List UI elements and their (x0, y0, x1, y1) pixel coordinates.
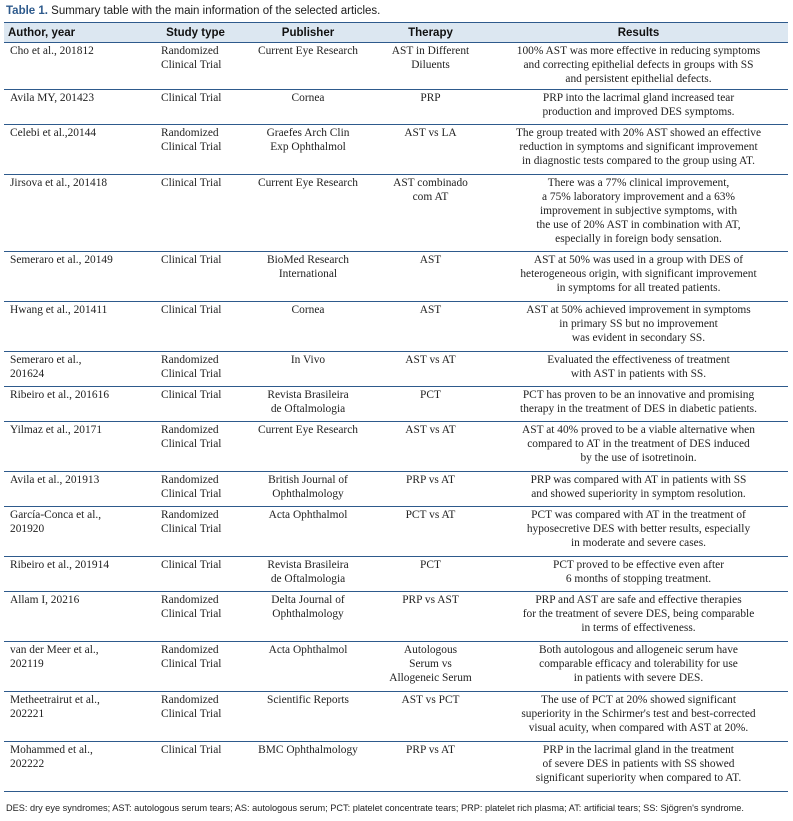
cell-study-type: Clinical Trial (147, 174, 244, 251)
cell-author: Allam I, 20216 (4, 591, 147, 641)
cell-study-type: Clinical Trial (147, 741, 244, 791)
cell-results: PRP in the lacrimal gland in the treatment of severe DES in patients with SS showed significant superiority when compared to AT. (489, 741, 788, 791)
cell-author: Cho et al., 201812 (4, 43, 147, 90)
table-row (4, 556, 788, 591)
summary-table (4, 22, 788, 792)
cell-study-type: Randomized Clinical Trial (147, 124, 244, 174)
cell-results: PRP into the lacrimal gland increased tear production and improved DES symptoms. (489, 89, 788, 124)
cell-author: Hwang et al., 201411 (4, 301, 147, 351)
cell-results: Both autologous and allogeneic serum have comparable efficacy and tolerability for use in patients with severe DES. (489, 641, 788, 691)
table-row (4, 691, 788, 741)
caption-label: Table 1. (6, 5, 48, 17)
cell-author: Semeraro et al., 20149 (4, 251, 147, 301)
table-header-row (4, 23, 788, 43)
cell-author: Celebi et al.,20144 (4, 124, 147, 174)
cell-therapy: AST (372, 301, 489, 351)
table-row (4, 301, 788, 351)
table-row (4, 386, 788, 421)
cell-publisher: BioMed Research International (244, 251, 372, 301)
cell-author: Ribeiro et al., 201616 (4, 386, 147, 421)
header-therapy: Therapy (372, 23, 489, 43)
table-body (4, 43, 788, 792)
table-row (4, 124, 788, 174)
cell-results: PCT has proven to be an innovative and promising therapy in the treatment of DES in diabetic patients. (489, 386, 788, 421)
cell-publisher: Cornea (244, 301, 372, 351)
header-author: Author, year (4, 23, 147, 43)
cell-publisher: Revista Brasileira de Oftalmologia (244, 386, 372, 421)
cell-publisher: Acta Ophthalmol (244, 641, 372, 691)
header-results: Results (489, 23, 788, 43)
cell-study-type: Randomized Clinical Trial (147, 43, 244, 90)
cell-publisher: Current Eye Research (244, 43, 372, 90)
header-study-type: Study type (147, 23, 244, 43)
table-row (4, 174, 788, 251)
cell-author: Mohammed et al., 202222 (4, 741, 147, 791)
cell-therapy: AST in Different Diluents (372, 43, 489, 90)
table-row (4, 741, 788, 791)
table-row (4, 591, 788, 641)
table-row (4, 641, 788, 691)
cell-author: Avila MY, 201423 (4, 89, 147, 124)
cell-publisher: BMC Ophthalmology (244, 741, 372, 791)
cell-study-type: Randomized Clinical Trial (147, 421, 244, 471)
cell-author: Semeraro et al., 201624 (4, 351, 147, 386)
cell-author: García-Conca et al., 201920 (4, 506, 147, 556)
table-row (4, 471, 788, 506)
cell-publisher: Current Eye Research (244, 174, 372, 251)
cell-results: PRP and AST are safe and effective therapies for the treatment of severe DES, being comparable in terms of effectiveness. (489, 591, 788, 641)
cell-therapy: PCT (372, 556, 489, 591)
cell-study-type: Randomized Clinical Trial (147, 641, 244, 691)
cell-results: PRP was compared with AT in patients with SS and showed superiority in symptom resolution. (489, 471, 788, 506)
cell-study-type: Randomized Clinical Trial (147, 471, 244, 506)
cell-study-type: Randomized Clinical Trial (147, 506, 244, 556)
cell-therapy: AST (372, 251, 489, 301)
cell-therapy: PRP vs AT (372, 471, 489, 506)
cell-publisher: Delta Journal of Ophthalmology (244, 591, 372, 641)
cell-results: Evaluated the effectiveness of treatment with AST in patients with SS. (489, 351, 788, 386)
cell-publisher: Acta Ophthalmol (244, 506, 372, 556)
cell-results: AST at 50% achieved improvement in symptoms in primary SS but no improvement was evident in secondary SS. (489, 301, 788, 351)
cell-results: There was a 77% clinical improvement, a 75% laboratory improvement and a 63% improvement in subjective symptoms, with the use of 20% AST in combination with AT, especially in foreign body sensation. (489, 174, 788, 251)
table-row (4, 251, 788, 301)
cell-therapy: AST vs AT (372, 351, 489, 386)
caption-text: Summary table with the main information of the selected articles. (47, 5, 381, 17)
cell-therapy: AST vs PCT (372, 691, 489, 741)
cell-therapy: Autologous Serum vs Allogeneic Serum (372, 641, 489, 691)
cell-results: The use of PCT at 20% showed significant superiority in the Schirmer's test and best-corrected visual acuity, when compared with AST at 20%. (489, 691, 788, 741)
cell-study-type: Clinical Trial (147, 556, 244, 591)
cell-therapy: AST combinado com AT (372, 174, 489, 251)
cell-author: Ribeiro et al., 201914 (4, 556, 147, 591)
header-publisher: Publisher (244, 23, 372, 43)
cell-author: van der Meer et al., 202119 (4, 641, 147, 691)
cell-study-type: Clinical Trial (147, 89, 244, 124)
cell-therapy: AST vs LA (372, 124, 489, 174)
cell-study-type: Randomized Clinical Trial (147, 591, 244, 641)
cell-study-type: Clinical Trial (147, 301, 244, 351)
cell-author: Metheetrairut et al., 202221 (4, 691, 147, 741)
cell-therapy: PCT (372, 386, 489, 421)
cell-therapy: PRP vs AT (372, 741, 489, 791)
cell-author: Jirsova et al., 201418 (4, 174, 147, 251)
cell-publisher: Graefes Arch Clin Exp Ophthalmol (244, 124, 372, 174)
cell-study-type: Clinical Trial (147, 251, 244, 301)
table-row (4, 89, 788, 124)
cell-results: PCT proved to be effective even after 6 months of stopping treatment. (489, 556, 788, 591)
table-caption (6, 5, 380, 17)
cell-therapy: PCT vs AT (372, 506, 489, 556)
cell-results: AST at 50% was used in a group with DES of heterogeneous origin, with significant improvement in symptoms for all treated patients. (489, 251, 788, 301)
cell-author: Yilmaz et al., 20171 (4, 421, 147, 471)
cell-results: AST at 40% proved to be a viable alternative when compared to AT in the treatment of DES induced by the use of isotretinoin. (489, 421, 788, 471)
cell-study-type: Randomized Clinical Trial (147, 691, 244, 741)
cell-results: The group treated with 20% AST showed an effective reduction in symptoms and significant improvement in diagnostic tests compared to the group using AT. (489, 124, 788, 174)
cell-publisher: Revista Brasileira de Oftalmologia (244, 556, 372, 591)
cell-therapy: AST vs AT (372, 421, 489, 471)
cell-therapy: PRP vs AST (372, 591, 489, 641)
cell-publisher: In Vivo (244, 351, 372, 386)
cell-results: PCT was compared with AT in the treatment of hyposecretive DES with better results, especially in moderate and severe cases. (489, 506, 788, 556)
table-row (4, 421, 788, 471)
cell-results: 100% AST was more effective in reducing symptoms and correcting epithelial defects in groups with SS and persistent epithelial defects. (489, 43, 788, 90)
table-footnote: DES: dry eye syndromes; AST: autologous serum tears; AS: autologous serum; PCT: platelet concentrate tears; PRP: platelet rich plasma; AT: artificial tears; SS: Sjögren's syndrome. (6, 803, 744, 813)
cell-therapy: PRP (372, 89, 489, 124)
cell-study-type: Randomized Clinical Trial (147, 351, 244, 386)
cell-publisher: Scientific Reports (244, 691, 372, 741)
table-row (4, 351, 788, 386)
cell-author: Avila et al., 201913 (4, 471, 147, 506)
cell-publisher: British Journal of Ophthalmology (244, 471, 372, 506)
cell-study-type: Clinical Trial (147, 386, 244, 421)
cell-publisher: Current Eye Research (244, 421, 372, 471)
cell-publisher: Cornea (244, 89, 372, 124)
table-row (4, 43, 788, 90)
table-row (4, 506, 788, 556)
